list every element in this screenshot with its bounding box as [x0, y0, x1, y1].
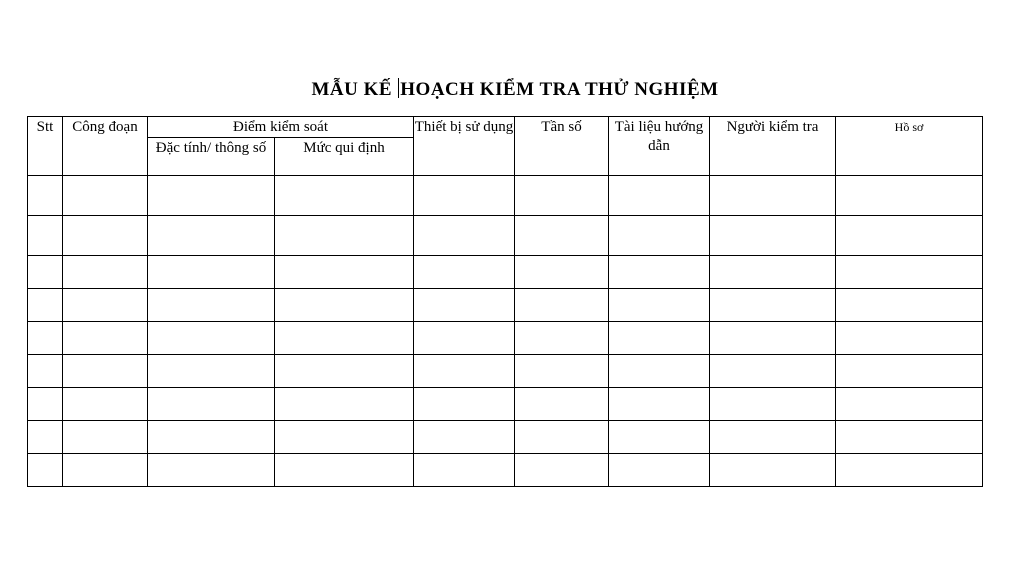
table-cell[interactable]	[414, 421, 515, 454]
table-cell[interactable]	[414, 322, 515, 355]
header-muc-qui-dinh: Mức qui định	[275, 138, 414, 176]
table-cell[interactable]	[148, 289, 275, 322]
title-part-2: HOẠCH KIỂM TRA THỬ NGHIỆM	[400, 79, 719, 100]
table-cell[interactable]	[63, 322, 148, 355]
table-cell[interactable]	[414, 176, 515, 216]
table-cell[interactable]	[148, 355, 275, 388]
table-cell[interactable]	[63, 421, 148, 454]
table-cell[interactable]	[836, 256, 983, 289]
table-cell[interactable]	[710, 388, 836, 421]
table-cell[interactable]	[414, 289, 515, 322]
table-cell[interactable]	[609, 322, 710, 355]
table-cell[interactable]	[414, 454, 515, 487]
table-cell[interactable]	[836, 454, 983, 487]
table-cell[interactable]	[710, 355, 836, 388]
table-cell[interactable]	[609, 421, 710, 454]
table-cell[interactable]	[63, 289, 148, 322]
table-cell[interactable]	[275, 454, 414, 487]
header-stt: Stt	[28, 117, 63, 176]
table-cell[interactable]	[710, 256, 836, 289]
table-cell[interactable]	[148, 388, 275, 421]
table-cell[interactable]	[609, 256, 710, 289]
table-cell[interactable]	[275, 216, 414, 256]
table-row	[28, 289, 983, 322]
table-cell[interactable]	[28, 176, 63, 216]
table-cell[interactable]	[148, 454, 275, 487]
table-cell[interactable]	[63, 355, 148, 388]
header-tan-so: Tần số	[515, 117, 609, 176]
table-cell[interactable]	[515, 388, 609, 421]
table-cell[interactable]	[28, 388, 63, 421]
table-row	[28, 421, 983, 454]
table-header	[28, 117, 983, 176]
table-cell[interactable]	[836, 388, 983, 421]
table-cell[interactable]	[275, 388, 414, 421]
table-cell[interactable]	[836, 216, 983, 256]
title-part-1: MẪU KẾ	[311, 79, 393, 100]
table-cell[interactable]	[63, 388, 148, 421]
table-cell[interactable]	[28, 322, 63, 355]
header-dac-tinh: Đặc tính/ thông số	[148, 138, 275, 176]
header-diem-kiem-soat: Điểm kiểm soát	[148, 117, 414, 138]
table-cell[interactable]	[63, 256, 148, 289]
table-cell[interactable]	[515, 355, 609, 388]
table-cell[interactable]	[710, 454, 836, 487]
table-cell[interactable]	[63, 216, 148, 256]
table-cell[interactable]	[148, 256, 275, 289]
table-cell[interactable]	[275, 289, 414, 322]
header-ho-so: Hồ sơ	[836, 117, 983, 176]
table-cell[interactable]	[609, 216, 710, 256]
table-cell[interactable]	[836, 176, 983, 216]
table-row	[28, 216, 983, 256]
table-row	[28, 388, 983, 421]
table-cell[interactable]	[836, 322, 983, 355]
table-cell[interactable]	[63, 454, 148, 487]
table-row	[28, 256, 983, 289]
table-cell[interactable]	[836, 289, 983, 322]
table-cell[interactable]	[609, 289, 710, 322]
table-cell[interactable]	[609, 454, 710, 487]
table-cell[interactable]	[28, 421, 63, 454]
table-cell[interactable]	[148, 216, 275, 256]
table-cell[interactable]	[148, 176, 275, 216]
table-cell[interactable]	[414, 256, 515, 289]
header-tai-lieu: Tài liệu hướng dẫn	[609, 117, 710, 176]
table-cell[interactable]	[275, 355, 414, 388]
table-cell[interactable]	[414, 355, 515, 388]
table-cell[interactable]	[275, 421, 414, 454]
table-cell[interactable]	[515, 454, 609, 487]
table-cell[interactable]	[28, 355, 63, 388]
table-cell[interactable]	[28, 216, 63, 256]
table-row	[28, 322, 983, 355]
table-cell[interactable]	[710, 289, 836, 322]
table-cell[interactable]	[710, 322, 836, 355]
table-row	[28, 176, 983, 216]
table-cell[interactable]	[515, 289, 609, 322]
table-cell[interactable]	[414, 388, 515, 421]
document-title	[0, 78, 1015, 101]
table-cell[interactable]	[515, 216, 609, 256]
table-cell[interactable]	[515, 421, 609, 454]
header-thiet-bi: Thiết bị sử dụng	[414, 117, 515, 176]
inspection-plan-table	[27, 116, 983, 487]
table-cell[interactable]	[515, 256, 609, 289]
table-cell[interactable]	[414, 216, 515, 256]
table-cell[interactable]	[609, 388, 710, 421]
table-cell[interactable]	[28, 454, 63, 487]
table-cell[interactable]	[515, 322, 609, 355]
table-cell[interactable]	[609, 355, 710, 388]
table-cell[interactable]	[836, 355, 983, 388]
header-cong-doan: Công đoạn	[63, 117, 148, 176]
table-cell[interactable]	[275, 176, 414, 216]
table-cell[interactable]	[275, 322, 414, 355]
table-cell[interactable]	[710, 216, 836, 256]
table-cell[interactable]	[28, 289, 63, 322]
table-row	[28, 355, 983, 388]
table-body	[28, 176, 983, 487]
header-nguoi-kiem-tra: Người kiểm tra	[710, 117, 836, 176]
table-cell[interactable]	[148, 421, 275, 454]
table-cell[interactable]	[710, 421, 836, 454]
table-cell[interactable]	[148, 322, 275, 355]
table-cell[interactable]	[515, 176, 609, 216]
table-cell[interactable]	[28, 256, 63, 289]
table-cell[interactable]	[275, 256, 414, 289]
table-cell[interactable]	[63, 176, 148, 216]
table-row	[28, 454, 983, 487]
table-cell[interactable]	[710, 176, 836, 216]
table-cell[interactable]	[836, 421, 983, 454]
table-cell[interactable]	[609, 176, 710, 216]
